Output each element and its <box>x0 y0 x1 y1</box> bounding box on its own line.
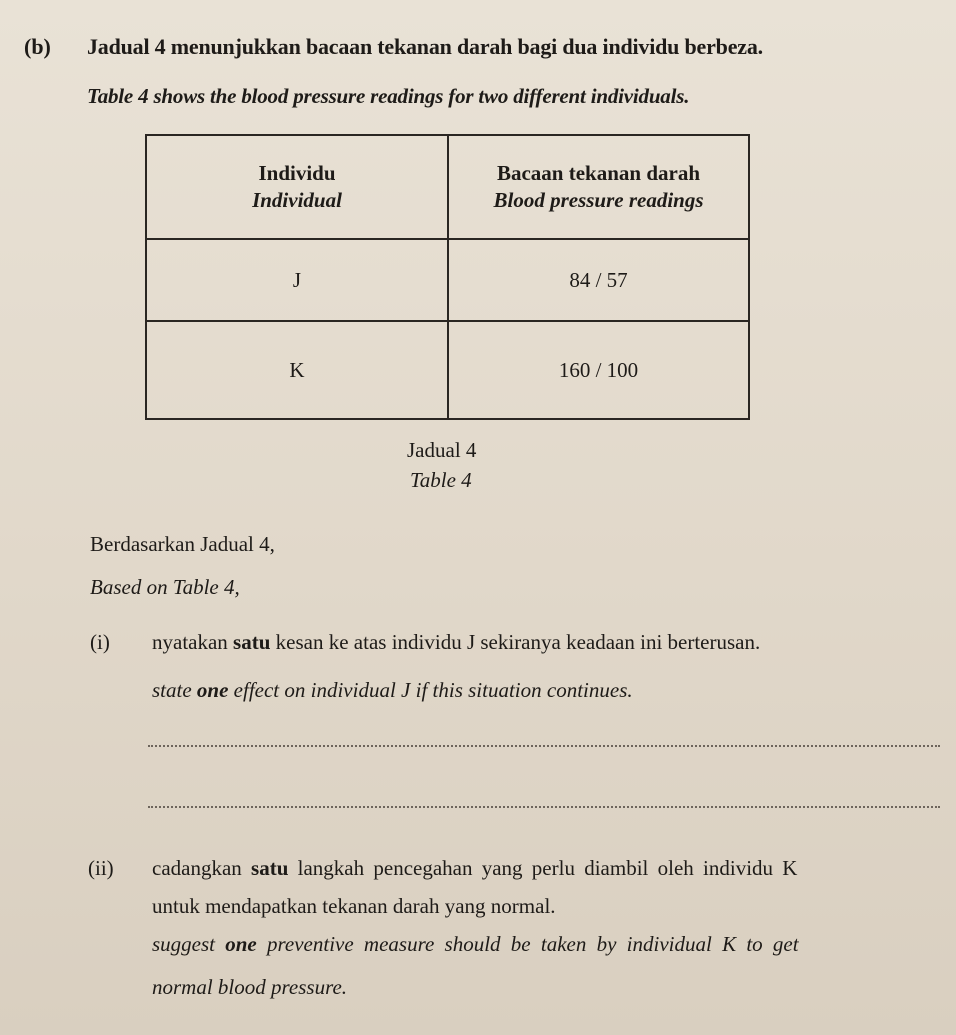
part-i-english-pre: state <box>152 678 197 702</box>
part-ii-malay-post: langkah pencegahan yang perlu diambil oleh individu K <box>288 856 798 880</box>
table-caption-english: Table 4 <box>410 468 472 492</box>
part-i-malay-bold: satu <box>233 630 271 654</box>
table-header-row <box>146 135 749 239</box>
part-ii-malay-line2: untuk mendapatkan tekanan darah yang normal. <box>152 894 556 918</box>
part-ii-english-post: preventive measure should be taken by individual K to get <box>256 932 799 956</box>
cell-reading: 160 / 100 <box>448 321 749 419</box>
part-ii-english-line1 <box>152 932 799 957</box>
header-reading <box>448 135 749 239</box>
blood-pressure-table <box>145 134 750 420</box>
part-ii-malay-bold: satu <box>251 856 289 880</box>
part-ii-malay-line1 <box>152 856 797 881</box>
table-caption-malay: Jadual 4 <box>407 438 477 462</box>
cell-reading: 84 / 57 <box>448 239 749 321</box>
question-label: (b) <box>24 34 51 59</box>
part-ii-english-pre: suggest <box>152 932 226 956</box>
cell-individual: J <box>146 239 448 321</box>
intro-malay: Jadual 4 menunjukkan bacaan tekanan darah bagi dua individu berbeza. <box>87 34 763 59</box>
answer-line-1[interactable] <box>148 745 940 747</box>
intro-english: Table 4 shows the blood pressure readings for two different individuals. <box>87 84 690 108</box>
header-individual-english: Individual <box>252 188 342 212</box>
part-i-english-bold: one <box>196 678 229 702</box>
part-ii-english-bold: one <box>225 932 257 956</box>
part-ii-english-line2: normal blood pressure. <box>152 975 348 999</box>
part-i-malay-pre: nyatakan <box>152 630 234 654</box>
part-i-english-post: effect on individual J if this situation continues. <box>228 678 633 702</box>
table-row <box>146 321 749 419</box>
part-i-number: (i) <box>90 630 110 654</box>
cell-individual: K <box>146 321 448 419</box>
header-reading-malay: Bacaan tekanan darah <box>496 161 701 185</box>
based-on-malay: Berdasarkan Jadual 4, <box>90 532 275 556</box>
header-individual-malay: Individu <box>258 161 336 185</box>
part-i-english <box>152 678 633 703</box>
part-ii-malay-pre: cadangkan <box>152 856 252 880</box>
part-i-malay <box>152 630 760 655</box>
header-reading-english: Blood pressure readings <box>493 188 704 212</box>
part-ii-number: (ii) <box>88 856 114 880</box>
based-on-english: Based on Table 4, <box>90 575 240 599</box>
header-individual <box>146 135 448 239</box>
answer-line-2[interactable] <box>148 806 940 808</box>
table-row <box>146 239 749 321</box>
part-i-malay-post: kesan ke atas individu J sekiranya keadaan ini berterusan. <box>270 630 761 654</box>
